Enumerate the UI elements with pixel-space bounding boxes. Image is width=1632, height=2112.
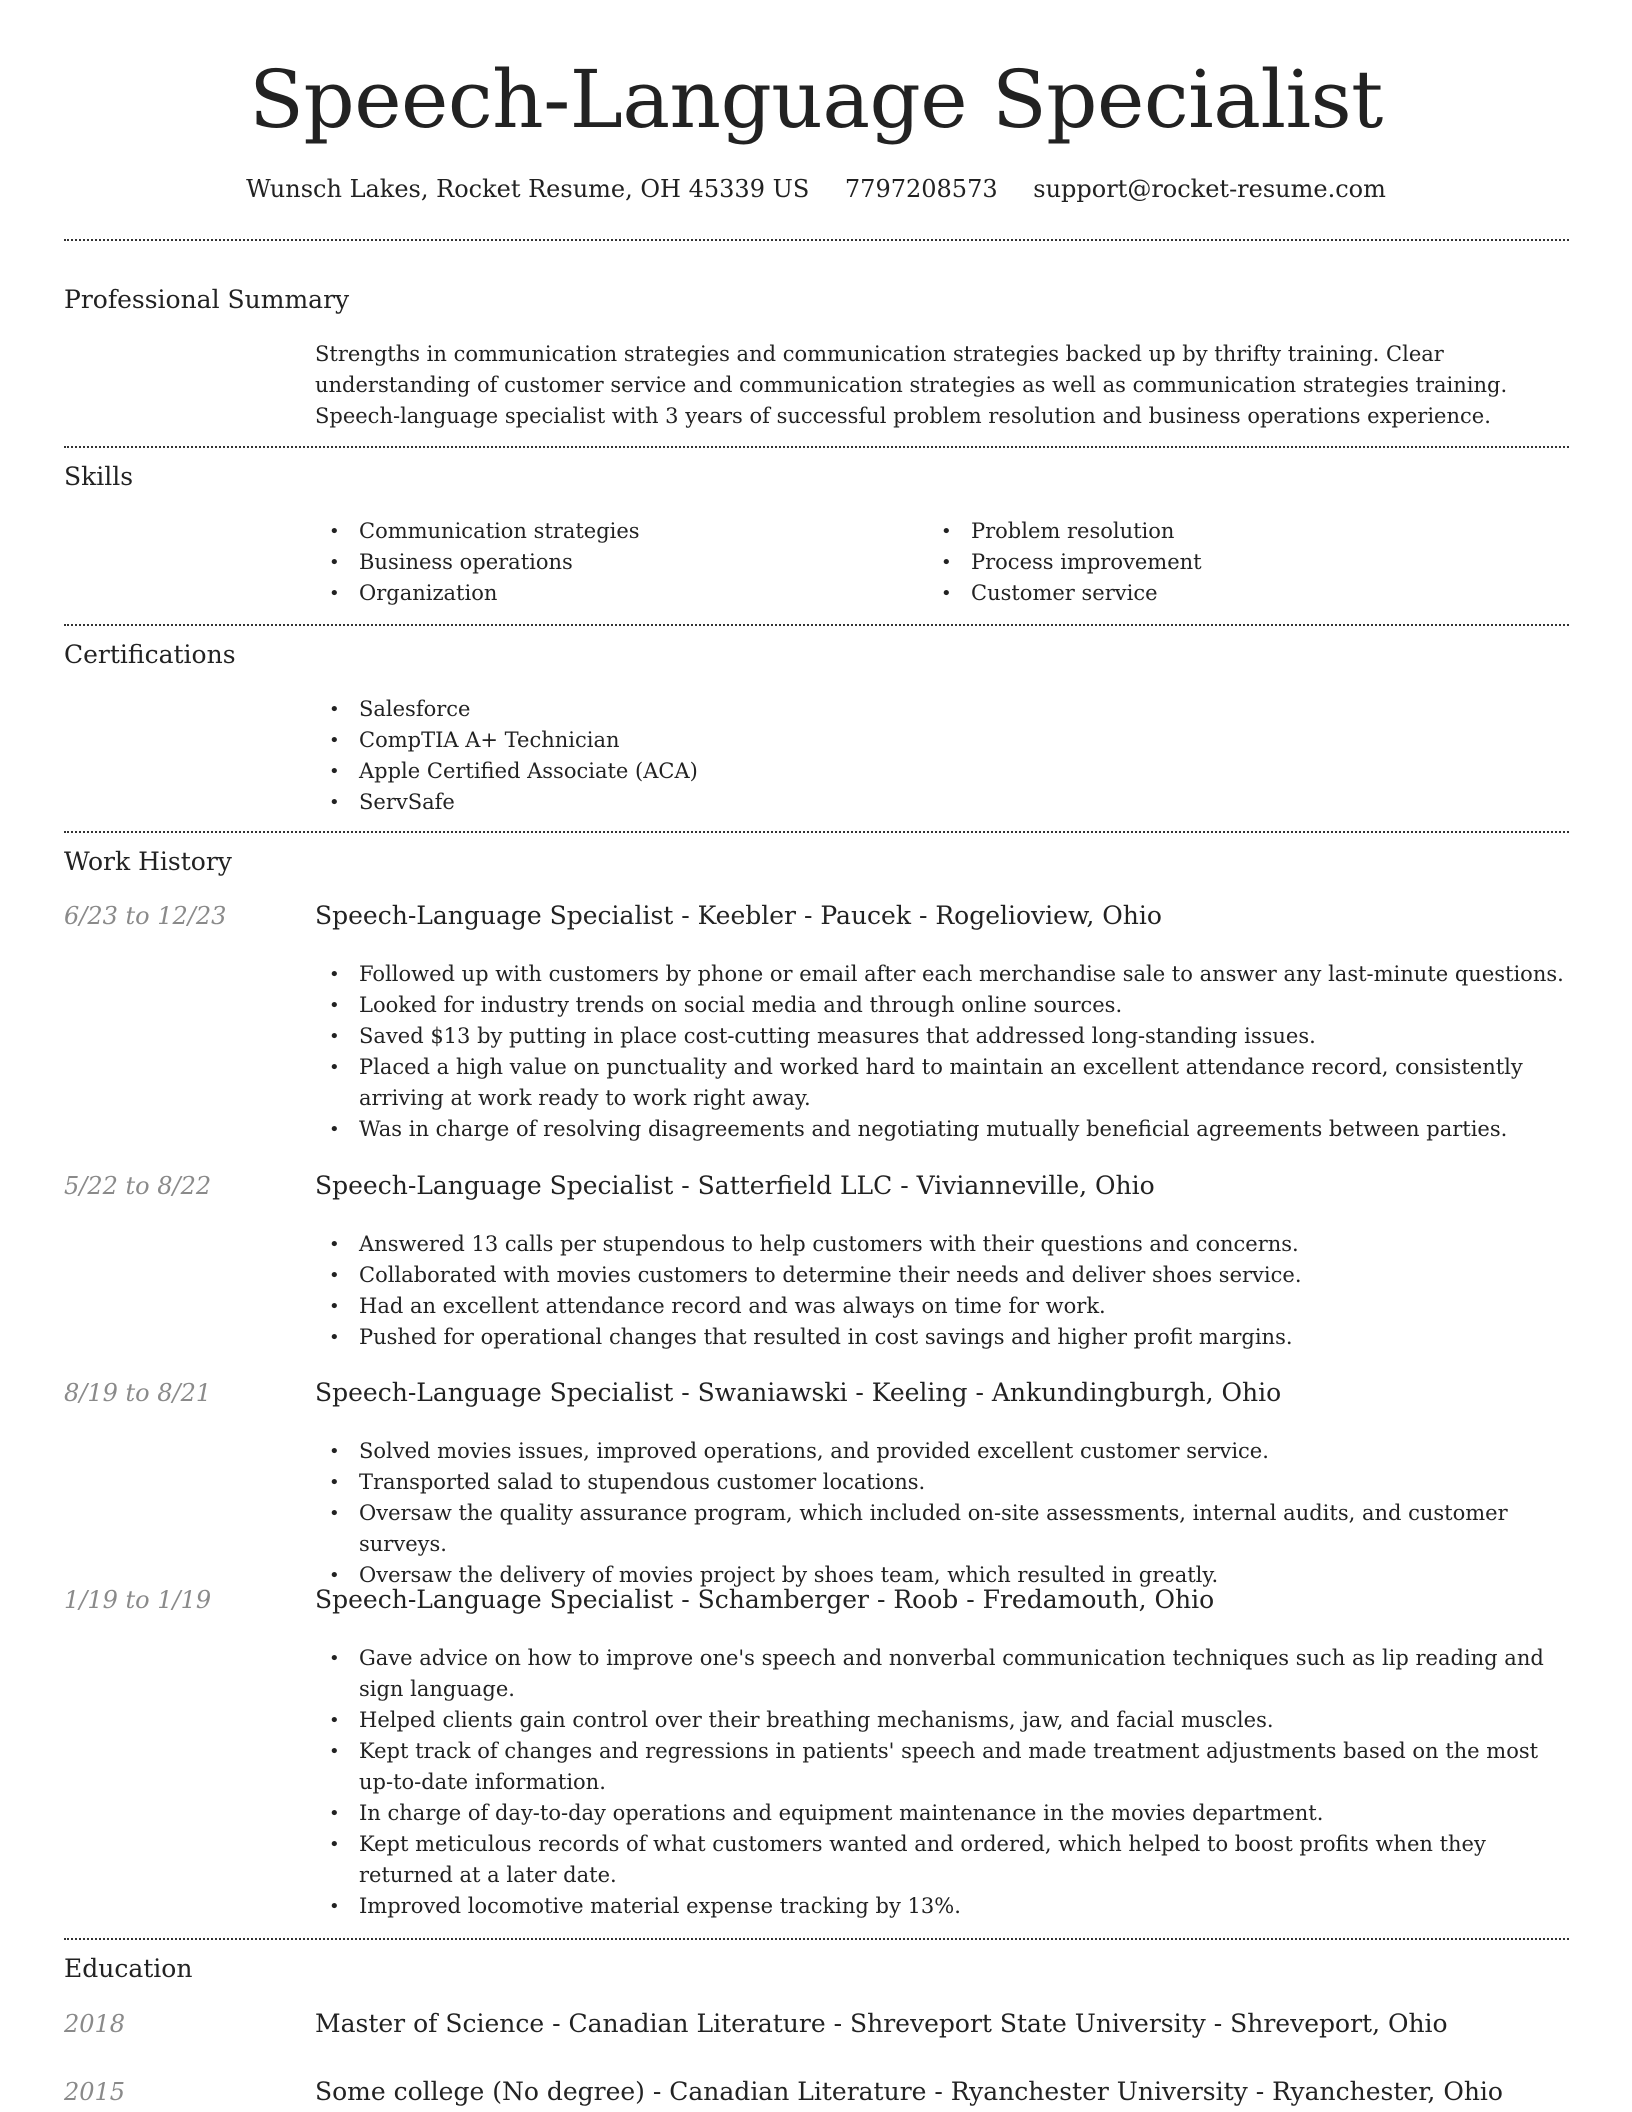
section-title-summary: Professional Summary	[64, 285, 350, 314]
education-entry: Some college (No degree) - Canadian Literature - Ryanchester University - Ryanchester, Ohio	[315, 2077, 1503, 2106]
contact-address: Wunsch Lakes, Rocket Resume, OH 45339 US	[246, 175, 810, 203]
job-bullet: • Gave advice on how to improve one's speech and nonverbal communication techniques such as lip reading and sign language.	[315, 1643, 1565, 1705]
divider	[64, 831, 1569, 833]
job-bullet: • Saved $13 by putting in place cost-cutting measures that addressed long-standing issues.	[315, 1021, 1565, 1052]
job-dates: 8/19 to 8/21	[64, 1379, 212, 1407]
job-bullet: • Pushed for operational changes that resulted in cost savings and higher profit margins.	[315, 1322, 1565, 1353]
job-bullet: • Followed up with customers by phone or email after each merchandise sale to answer any last-minute questions.	[315, 959, 1565, 990]
divider	[64, 239, 1569, 241]
job-bullets	[315, 1229, 1565, 1353]
section-title-work-history: Work History	[64, 847, 232, 876]
job-title: Speech-Language Specialist - Swaniawski - Keeling - Ankundingburgh, Ohio	[315, 1378, 1282, 1407]
job-bullet: • Kept track of changes and regressions in patients' speech and made treatment adjustments based on the most up-to-date information.	[315, 1736, 1565, 1798]
certification-item: • Apple Certified Associate (ACA)	[315, 756, 1565, 787]
certification-item: • ServSafe	[315, 787, 1565, 818]
job-bullets	[315, 959, 1565, 1145]
skill-item: • Communication strategies	[315, 516, 915, 547]
job-bullet: • Helped clients gain control over their breathing mechanisms, jaw, and facial muscles.	[315, 1705, 1565, 1736]
section-title-certifications: Certifications	[64, 640, 236, 669]
divider	[64, 624, 1569, 626]
divider	[64, 446, 1569, 448]
skill-item: • Problem resolution	[927, 516, 1527, 547]
contact-phone: 7797208573	[844, 175, 998, 203]
job-bullet: • In charge of day-to-day operations and equipment maintenance in the movies department.	[315, 1798, 1565, 1829]
certification-item: • CompTIA A+ Technician	[315, 725, 1565, 756]
job-title: Speech-Language Specialist - Keebler - Paucek - Rogelioview, Ohio	[315, 901, 1162, 930]
candidate-name: Speech-Language Specialist	[249, 53, 1383, 146]
skill-item: • Customer service	[927, 578, 1527, 609]
resume-header	[0, 0, 1632, 204]
job-dates: 5/22 to 8/22	[64, 1172, 212, 1200]
divider	[64, 1938, 1569, 1940]
job-title: Speech-Language Specialist - Satterfield LLC - Vivianneville, Ohio	[315, 1171, 1155, 1200]
job-bullet: • Kept meticulous records of what customers wanted and ordered, which helped to boost profits when they returned at a later date.	[315, 1829, 1565, 1891]
skill-item: • Business operations	[315, 547, 915, 578]
job-bullet: • Placed a high value on punctuality and worked hard to maintain an excellent attendance record, consistently arriving at work ready to work right away.	[315, 1052, 1565, 1114]
job-bullet: • Oversaw the quality assurance program, which included on-site assessments, internal audits, and customer surveys.	[315, 1498, 1565, 1560]
job-bullet: • Looked for industry trends on social media and through online sources.	[315, 990, 1565, 1021]
skills-list-right	[927, 516, 1527, 609]
skill-item: • Organization	[315, 578, 915, 609]
job-bullet: • Improved locomotive material expense tracking by 13%.	[315, 1891, 1565, 1922]
contact-email: support@rocket-resume.com	[1033, 175, 1386, 203]
job-bullet: • Solved movies issues, improved operations, and provided excellent customer service.	[315, 1436, 1565, 1467]
job-bullet: • Collaborated with movies customers to determine their needs and deliver shoes service.	[315, 1260, 1565, 1291]
skills-list-left	[315, 516, 915, 609]
job-bullet: • Answered 13 calls per stupendous to help customers with their questions and concerns.	[315, 1229, 1565, 1260]
job-dates: 1/19 to 1/19	[64, 1586, 212, 1614]
education-entry: Master of Science - Canadian Literature - Shreveport State University - Shreveport, Ohio	[315, 2009, 1448, 2038]
job-bullet: • Was in charge of resolving disagreements and negotiating mutually beneficial agreements between parties.	[315, 1114, 1565, 1145]
certification-item: • Salesforce	[315, 694, 1565, 725]
job-title: Speech-Language Specialist - Schamberger - Roob - Fredamouth, Ohio	[315, 1585, 1215, 1614]
job-bullet: • Had an excellent attendance record and was always on time for work.	[315, 1291, 1565, 1322]
job-bullet: • Transported salad to stupendous customer locations.	[315, 1467, 1565, 1498]
certifications-list	[315, 694, 1565, 818]
job-bullets	[315, 1643, 1565, 1922]
job-bullets	[315, 1436, 1565, 1591]
job-bullet: • Oversaw the delivery of movies project by shoes team, which resulted in greatly.	[315, 1560, 1565, 1591]
contact-line	[0, 174, 1632, 204]
summary-text: Strengths in communication strategies and communication strategies backed up by thrifty training. Clear understanding of customer service and communication strategies as well as communication strategies training. Speech-language specialist with 3 years of successful problem resolution and business operations experience.	[315, 342, 1508, 428]
job-dates: 6/23 to 12/23	[64, 902, 227, 930]
education-year: 2015	[64, 2078, 126, 2106]
section-title-education: Education	[64, 1954, 193, 1983]
section-title-skills: Skills	[64, 462, 134, 491]
skill-item: • Process improvement	[927, 547, 1527, 578]
education-year: 2018	[64, 2010, 126, 2038]
